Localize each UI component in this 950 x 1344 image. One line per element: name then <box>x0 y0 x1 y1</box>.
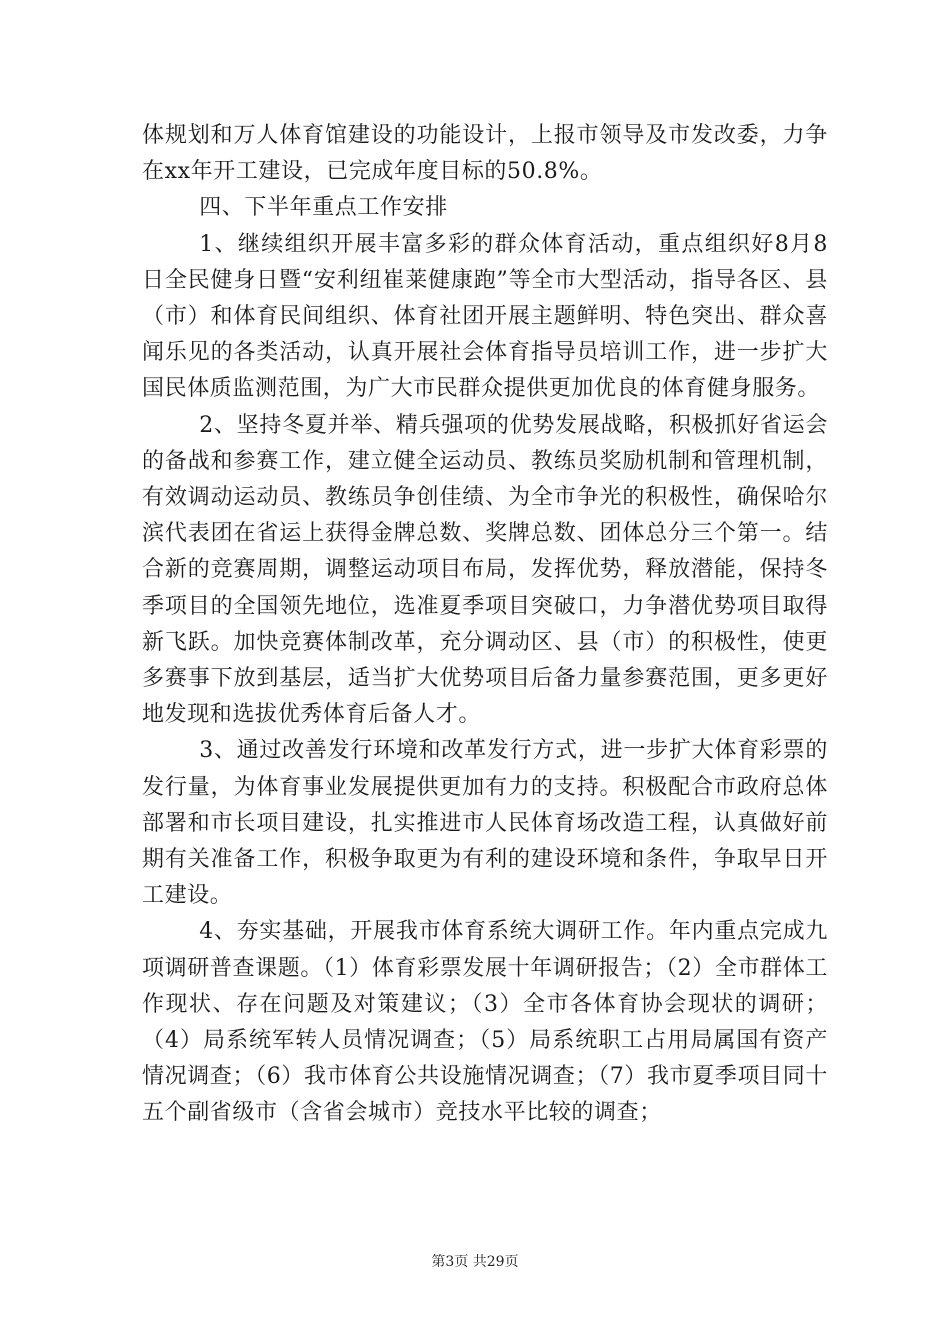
paragraph-item-1: 1、继续组织开展丰富多彩的群众体育活动，重点组织好8月8日全民健身日暨“安利纽崔莱健康跑”等全市大型活动，指导各区、县（市）和体育民间组织、体育社团开展主题鲜明、特色突出、群众喜闻乐见的各类活动，认真开展社会体育指导员培训工作，进一步扩大国民体质监测范围，为广大市民群众提供更加优良的体育健身服务。 <box>142 231 828 402</box>
page-middle: 页 共 <box>454 1254 487 1270</box>
paragraph-item-2: 2、坚持冬夏并举、精兵强项的优势发展战略，积极抓好省运会的备战和参赛工作，建立健全运动员、教练员奖励机制和管理机制，有效调动运动员、教练员争创佳绩、为全市争光的积极性，确保哈尔滨代表团在省运上获得金牌总数、奖牌总数、团体总分三个第一。结合新的竞赛周期，调整运动项目布局，发挥优势，释放潜能，保持冬季项目的全国领先地位，选准夏季项目突破口，力争潜优势项目取得新飞跃。加快竞赛体制改革，充分调动区、县（市）的积极性，使更多赛事下放到基层，适当扩大优势项目后备力量参赛范围，更多更好地发现和选拔优秀体育后备人才。 <box>142 412 828 728</box>
body-text <box>142 118 828 1132</box>
paragraph-item-3: 3、通过改善发行环境和改革发行方式，进一步扩大体育彩票的发行量，为体育事业发展提供更加有力的支持。积极配合市政府总体部署和市长项目建设，扎实推进市人民体育场改造工程，认真做好前期有关准备工作，积极争取更为有利的建设环境和条件，争取早日开工建设。 <box>142 738 828 909</box>
paragraph-item-4: 4、夯实基础，开展我市体育系统大调研工作。年内重点完成九项调研普查课题。（1）体育彩票发展十年调研报告；（2）全市群体工作现状、存在问题及对策建议；（3）全市各体育协会现状的调研；（4）局系统军转人员情况调查；（5）局系统职工占用局属国有资产情况调查；（6）我市体育公共设施情况调查；（7）我市夏季项目同十五个副省级市（含省会城市）竞技水平比较的调查； <box>142 919 828 1126</box>
total-pages-number: 29 <box>486 1254 505 1270</box>
page-suffix: 页 <box>504 1254 519 1270</box>
page-footer <box>0 1252 950 1272</box>
current-page-number: 3 <box>445 1254 455 1270</box>
paragraph-continuation: 体规划和万人体育馆建设的功能设计，上报市领导及市发改委，力争在xx年开工建设，已完成年度目标的50.8%。 <box>142 123 828 185</box>
section-heading: 四、下半年重点工作安排 <box>199 195 448 221</box>
page-prefix: 第 <box>431 1254 446 1270</box>
